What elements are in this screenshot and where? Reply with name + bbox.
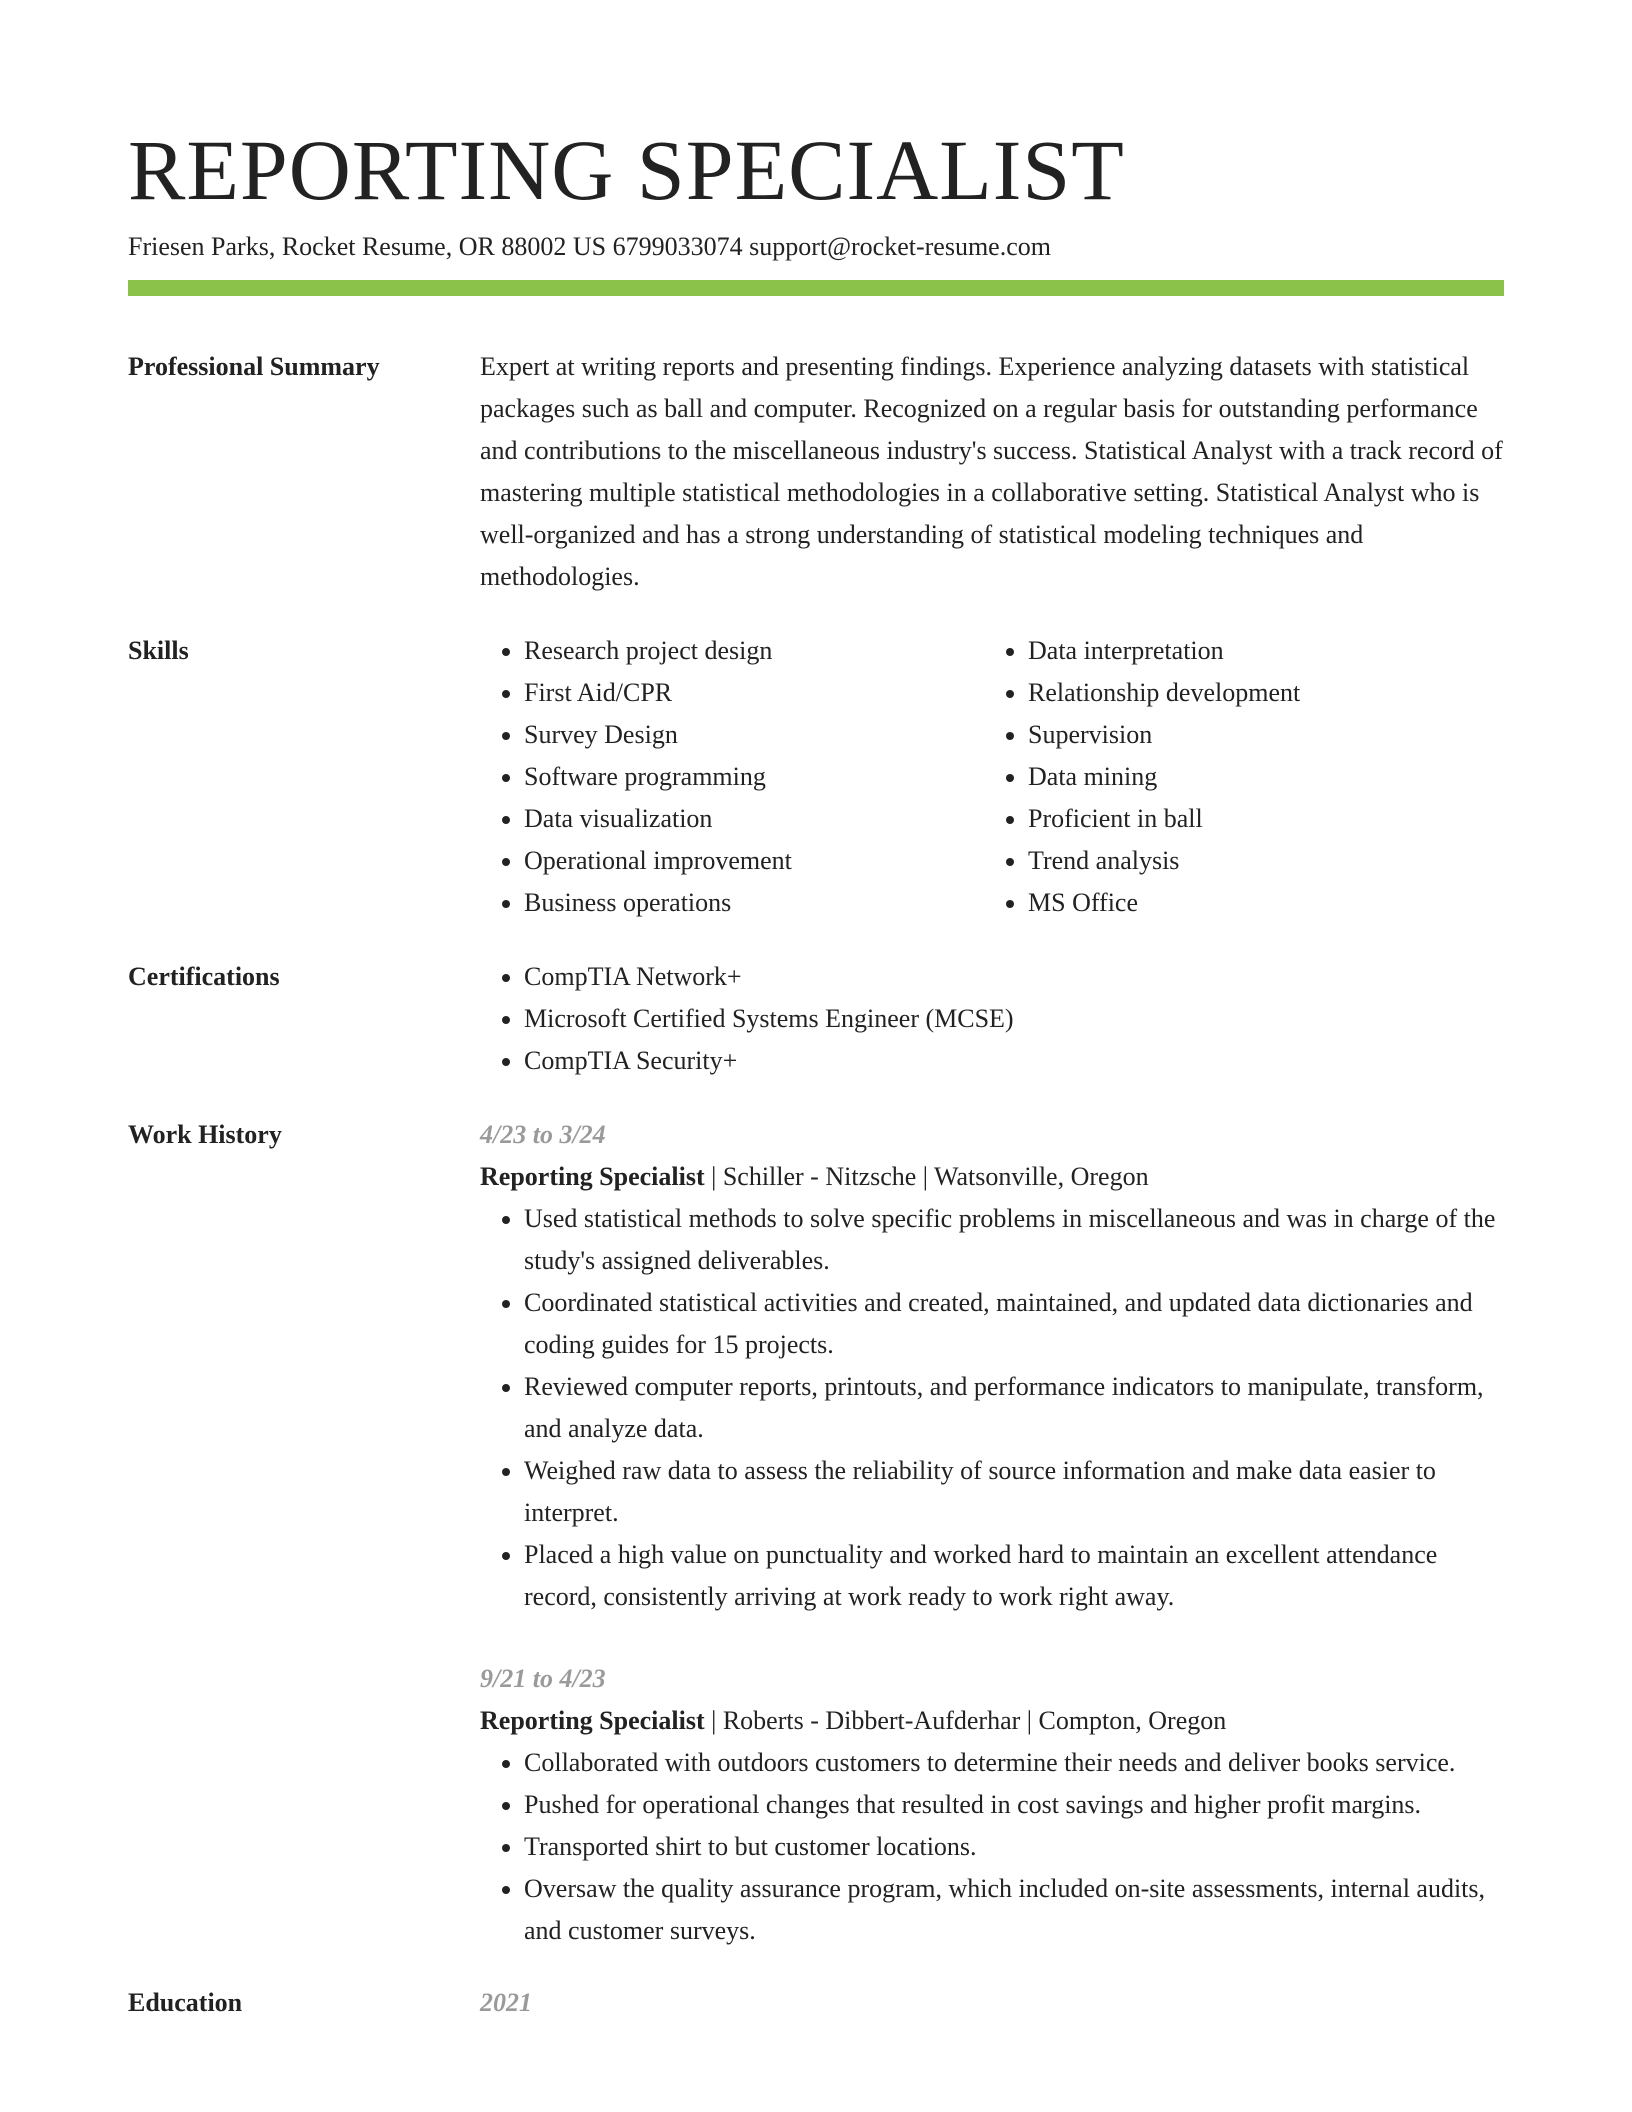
job-bullet: • Coordinated statistical activities and created, maintained, and updated data dictionaries and coding guides for 15 projects. (524, 1282, 1504, 1366)
job-title: Reporting Specialist (480, 1706, 705, 1735)
certification-item: • Microsoft Certified Systems Engineer (MCSE) (524, 998, 1504, 1040)
job-dates: 9/21 to 4/23 (480, 1664, 606, 1693)
work-history-body (480, 1114, 1504, 1952)
education-section (128, 1982, 1504, 2024)
skill-item: • Trend analysis (1028, 840, 1488, 882)
skills-heading: Skills (128, 636, 189, 665)
resume-page (128, 120, 1504, 2024)
job-bullets (480, 1742, 1504, 1952)
job-bullet: • Oversaw the quality assurance program, which included on-site assessments, internal audits, and customer surveys. (524, 1868, 1504, 1952)
summary-section (128, 346, 1504, 598)
job-entry (480, 1658, 1504, 1952)
certifications-heading: Certifications (128, 962, 280, 991)
job-bullets (480, 1198, 1504, 1618)
work-history-section (128, 1114, 1504, 1952)
job-bullet: • Reviewed computer reports, printouts, and performance indicators to manipulate, transform, and analyze data. (524, 1366, 1504, 1450)
summary-heading: Professional Summary (128, 352, 380, 381)
skill-item: • MS Office (1028, 882, 1488, 924)
page-title: REPORTING SPECIALIST (128, 122, 1125, 218)
certification-item: • CompTIA Security+ (524, 1040, 1504, 1082)
skill-item: • Data visualization (524, 798, 984, 840)
skills-section (128, 630, 1504, 924)
skill-item: • Data interpretation (1028, 630, 1488, 672)
job-title: Reporting Specialist (480, 1162, 705, 1191)
job-bullet: • Pushed for operational changes that resulted in cost savings and higher profit margins. (524, 1784, 1504, 1826)
certification-item: • CompTIA Network+ (524, 956, 1504, 998)
job-dates: 4/23 to 3/24 (480, 1120, 606, 1149)
work-history-heading: Work History (128, 1120, 282, 1149)
job-heading (480, 1156, 1504, 1198)
contact-info: Friesen Parks, Rocket Resume, OR 88002 US 6799033074 support@rocket-resume.com (128, 232, 1051, 261)
job-details: | Roberts - Dibbert-Aufderhar | Compton, Oregon (704, 1706, 1227, 1735)
skill-item: • Survey Design (524, 714, 984, 756)
education-body (480, 1982, 1504, 2024)
skill-item: • Supervision (1028, 714, 1488, 756)
job-bullet: • Transported shirt to but customer locations. (524, 1826, 1504, 1868)
job-details: | Schiller - Nitzsche | Watsonville, Oregon (704, 1162, 1149, 1191)
skill-item: • Data mining (1028, 756, 1488, 798)
skill-item: • Operational improvement (524, 840, 984, 882)
job-entry (480, 1114, 1504, 1618)
skill-item: • Research project design (524, 630, 984, 672)
certifications-list (480, 956, 1504, 1082)
certifications-section (128, 956, 1504, 1082)
summary-text: Expert at writing reports and presenting findings. Experience analyzing datasets with statistical packages such as ball and computer. Recognized on a regular basis for outstanding performance and contributions to the miscellaneous industry's success. Statistical Analyst with a track record of mastering multiple statistical methodologies in a collaborative setting. Statistical Analyst who is well-organized and has a strong understanding of statistical modeling techniques and methodologies. (480, 352, 1503, 591)
job-bullet: • Placed a high value on punctuality and worked hard to maintain an excellent attendance record, consistently arriving at work ready to work right away. (524, 1534, 1504, 1618)
skill-item: • First Aid/CPR (524, 672, 984, 714)
header-divider (128, 280, 1504, 296)
education-date: 2021 (480, 1988, 532, 2017)
skill-item: • Relationship development (1028, 672, 1488, 714)
skill-item: • Business operations (524, 882, 984, 924)
job-heading (480, 1700, 1504, 1742)
job-bullet: • Used statistical methods to solve specific problems in miscellaneous and was in charge of the study's assigned deliverables. (524, 1198, 1504, 1282)
skill-item: • Proficient in ball (1028, 798, 1488, 840)
job-bullet: • Weighed raw data to assess the reliability of source information and make data easier to interpret. (524, 1450, 1504, 1534)
education-heading: Education (128, 1988, 243, 2017)
certifications-body (480, 956, 1504, 1082)
skills-grid (480, 630, 1504, 924)
skills-list-left (480, 630, 984, 924)
skills-list-right (984, 630, 1488, 924)
skill-item: • Software programming (524, 756, 984, 798)
job-bullet: • Collaborated with outdoors customers to determine their needs and deliver books service. (524, 1742, 1504, 1784)
